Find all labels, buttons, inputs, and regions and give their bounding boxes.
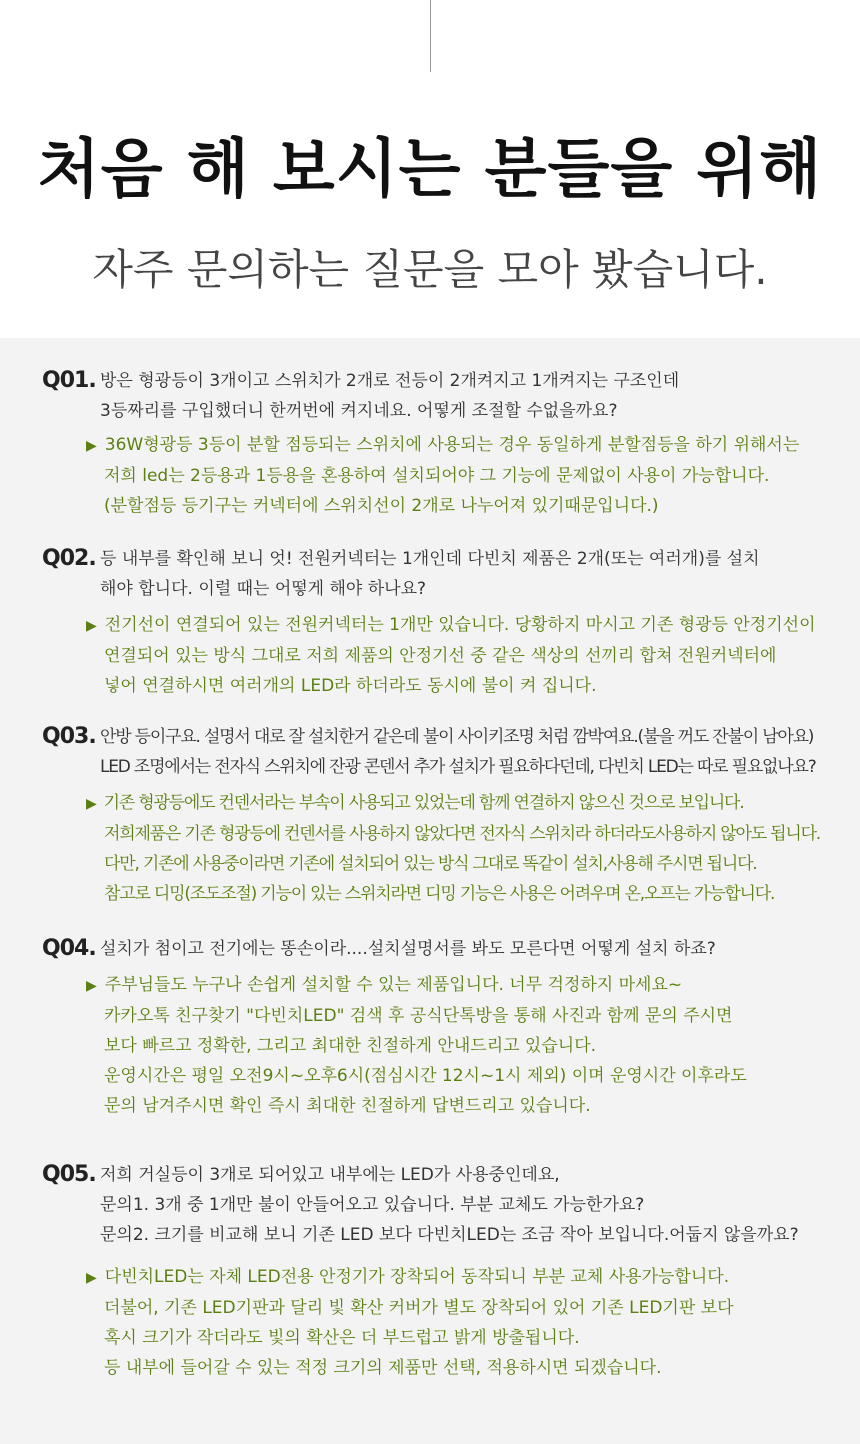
answer-line: 저희 led는 2등용과 1등용을 혼용하여 설치되어야 그 기능에 문제없이 사용이 가능합니다. [104,466,770,486]
question-line: 문의2. 크기를 비교해 보니 기존 LED 보다 다빈치LED는 조금 작아 보입니다.어둡지 않을까요? [100,1225,799,1245]
answer-line: 주부님들도 누구나 손쉽게 설치할 수 있는 제품입니다. 너무 걱정하지 마세요~ [104,975,683,995]
question-line: LED 조명에서는 전자식 스위치에 잔광 콘덴서 추가 설치가 필요하다던데, 다빈치 LED는 따로 필요없나요? [100,757,816,777]
question-line: 문의1. 3개 중 1개만 불이 안들어오고 있습니다. 부분 교체도 가능한가요? [100,1195,645,1215]
answer-line: 혹시 크기가 작더라도 빛의 확산은 더 부드럽고 밝게 방출됩니다. [104,1328,580,1348]
answer-line: 운영시간은 평일 오전9시~오후6시(점심시간 12시~1시 제외) 이며 운영시간 이후라도 [104,1066,747,1086]
triangle-right-icon: ▶ [86,978,97,994]
answer-line: 기존 형광등에도 컨덴서라는 부속이 사용되고 있었는데 함께 연결하지 않으신 것으로 보입니다. [103,793,744,813]
answer-text [86,430,799,521]
question-text [100,934,716,964]
question-number: Q04. [42,936,96,961]
answer-text [86,788,820,909]
answer-line: 다만, 기존에 사용중이라면 기존에 설치되어 있는 방식 그대로 똑같이 설치,사용해 주시면 됩니다. [104,854,757,874]
triangle-right-icon: ▶ [86,438,97,454]
faq-section [0,338,860,1444]
answer-line: 다빈치LED는 자체 LED전용 안정기가 장착되어 동작되니 부분 교체 사용가능합니다. [104,1267,730,1287]
answer-line: 전기선이 연결되어 있는 전원커넥터는 1개만 있습니다. 당황하지 마시고 기존 형광등 안정기선이 [104,615,816,635]
answer-line: 등 내부에 들어갈 수 있는 적정 크기의 제품만 선택, 적용하시면 되겠습니다. [104,1358,662,1378]
question-text [100,366,679,426]
answer-line: 더불어, 기존 LED기판과 달리 빛 확산 커버가 별도 장착되어 있어 기존 LED기판 보다 [104,1298,734,1318]
question-line: 해야 합니다. 이럴 때는 어떻게 해야 하나요? [100,579,427,599]
question-line: 설치가 첨이고 전기에는 똥손이라....설치설명서를 봐도 모른다면 어떻게 설치 하죠? [100,939,716,959]
question-line: 3등짜리를 구입했더니 한꺼번에 켜지네요. 어떻게 조절할 수없을까요? [100,401,618,421]
answer-line: 보다 빠르고 정확한, 그리고 최대한 친절하게 안내드리고 있습니다. [104,1036,597,1056]
question-text [100,1160,799,1250]
answer-line: 연결되어 있는 방식 그대로 저희 제품의 안정기선 중 같은 색상의 선끼리 합쳐 전원커넥터에 [104,646,777,666]
answer-text [86,610,816,701]
page-subtitle: 자주 문의하는 질문을 모아 봤습니다. [92,245,768,294]
vertical-divider [430,0,431,72]
answer-line: (분할점등 등기구는 커넥터에 스위치선이 2개로 나누어져 있기때문입니다.) [104,496,659,516]
question-text [100,544,760,604]
answer-line: 36W형광등 3등이 분할 점등되는 스위치에 사용되는 경우 동일하게 분할점등을 하기 위해서는 [104,435,800,455]
answer-line: 참고로 디밍(조도조절) 기능이 있는 스위치라면 디밍 기능은 사용은 어려우며 온,오프는 가능합니다. [104,884,775,904]
answer-line: 문의 남겨주시면 확인 즉시 최대한 친절하게 답변드리고 있습니다. [104,1096,591,1116]
answer-line: 카카오톡 친구찾기 "다빈치LED" 검색 후 공식단톡방을 통해 사진과 함께 문의 주시면 [104,1006,733,1026]
question-text [100,722,816,782]
answer-text [86,970,747,1121]
triangle-right-icon: ▶ [86,1270,97,1286]
triangle-right-icon: ▶ [86,618,97,634]
question-line: 등 내부를 확인해 보니 엇! 전원커넥터는 1개인데 다빈치 제품은 2개(또는 여러개)를 설치 [100,549,760,569]
header-section [0,0,860,338]
answer-line: 저희제품은 기존 형광등에 컨덴서를 사용하지 않았다면 전자식 스위치라 하더라도사용하지 않아도 됩니다. [104,824,821,844]
question-number: Q02. [42,546,96,571]
triangle-right-icon: ▶ [86,796,96,812]
question-number: Q05. [42,1162,96,1187]
answer-text [86,1262,734,1383]
question-number: Q03. [42,724,96,749]
answer-line: 넣어 연결하시면 여러개의 LED라 하더라도 동시에 불이 켜 집니다. [104,676,597,696]
question-number: Q01. [42,368,96,393]
page-title: 처음 해 보시는 분들을 위해 [37,133,823,207]
question-line: 저희 거실등이 3개로 되어있고 내부에는 LED가 사용중인데요, [100,1165,560,1185]
question-line: 방은 형광등이 3개이고 스위치가 2개로 전등이 2개켜지고 1개켜지는 구조인데 [100,371,680,391]
question-line: 안방 등이구요. 설명서 대로 잘 설치한거 같은데 불이 사이키조명 처럼 깜박여요.(불을 꺼도 잔불이 남아요) [100,727,814,747]
